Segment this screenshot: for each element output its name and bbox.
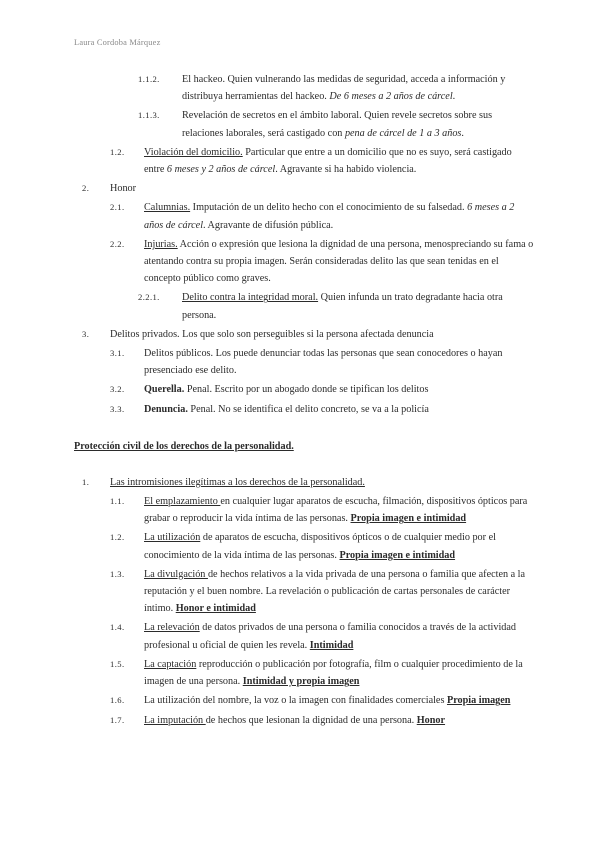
- list-item: [74, 199, 534, 233]
- item-tag: Intimidad y propia imagen: [242, 676, 360, 688]
- list-number: 1.1.2.: [138, 74, 160, 84]
- item-text: reproducción o publicación por fotografía, film o cualquier procedimiento de la imagen de una persona.: [144, 658, 523, 688]
- item-title: Denuncia.: [144, 403, 188, 415]
- list-number: 2.: [82, 183, 90, 194]
- list-number: 3.2.: [110, 384, 125, 395]
- list-item: [74, 692, 534, 709]
- list-number: 2.1.: [110, 202, 125, 213]
- list-number: 1.6.: [110, 695, 125, 706]
- list-item: [74, 566, 534, 618]
- item-title: El emplazamiento: [144, 496, 221, 508]
- item-penalty: 6 meses a 2 años de cárcel: [144, 202, 515, 231]
- item-text: de hechos relativos a la vida privada de una persona o familia que afecten a la reputación y el buen nombre. La revelación o publicación de cartas personales de carácter íntimo.: [144, 568, 526, 615]
- list-item: [74, 236, 534, 288]
- item-text: Revelación de secretos en el ámbito laboral. Quien revele secretos sobre sus relaciones laborales, será castigado con: [182, 110, 493, 139]
- list-number: 1.2.: [110, 532, 125, 543]
- item-text: Honor: [110, 183, 137, 195]
- item-title: Violación del domicilio.: [144, 146, 243, 158]
- item-text: de aparatos de escucha, dispositivos ópticos o de cualquier medio por el conocimiento de la vida íntima de las personas.: [144, 532, 496, 561]
- list-item: [74, 71, 534, 105]
- list-item: [74, 326, 534, 343]
- list-number: 1.4.: [110, 622, 125, 633]
- item-tag: Propia imagen: [446, 695, 511, 707]
- item-text: Las intromisiones ilegítimas a los derechos de la personalidad.: [110, 476, 365, 488]
- item-penalty: 6 meses y 2 años de cárcel: [166, 164, 276, 176]
- list-number: 1.1.: [110, 496, 125, 507]
- item-tag: Propia imagen e intimidad: [339, 549, 456, 561]
- list-number: 1.1.3.: [138, 110, 160, 121]
- item-title: Injurias.: [144, 238, 178, 250]
- list-item: [74, 712, 534, 729]
- item-title: Calumnias.: [144, 202, 191, 214]
- list-number: 1.5.: [110, 658, 125, 669]
- item-text: Delitos públicos. Los puede denunciar todas las personas que sean conocedores o hayan presenciado ese delito.: [144, 348, 503, 377]
- list-item: [74, 289, 534, 323]
- item-title: La divulgación: [144, 568, 208, 580]
- item-title: La captación: [144, 658, 197, 670]
- list-number: 1.7.: [110, 714, 125, 725]
- item-text: La utilización del nombre, la voz o la imagen con finalidades comerciales: [144, 695, 447, 707]
- list-number: 1.: [82, 476, 90, 487]
- page-header-author: Laura Cordoba Márquez: [74, 38, 161, 47]
- section-title: Protección civil de los derechos de la personalidad.: [74, 440, 294, 452]
- list-item: [74, 529, 534, 563]
- list-number: 1.3.: [110, 568, 125, 579]
- list-item: [74, 107, 534, 141]
- item-end: . Agravante si ha habido violencia.: [275, 164, 417, 176]
- item-end: .: [461, 127, 464, 139]
- item-title: La utilización: [144, 532, 201, 544]
- item-tag: Propia imagen e intimidad: [350, 513, 467, 525]
- list-item: [74, 345, 534, 379]
- list-item: [74, 401, 534, 418]
- list-item: [74, 381, 534, 398]
- list-item: [74, 493, 534, 527]
- item-text: Delitos privados. Los que solo son perseguibles si la persona afectada denuncia: [110, 328, 434, 340]
- list-number: 3.: [82, 328, 90, 339]
- item-text: de hechos que lesionan la dignidad de una persona.: [205, 714, 417, 726]
- item-text: de datos privados de una persona o familia conocidos a través de la actividad profesional u oficial de quien les revela.: [144, 622, 516, 651]
- item-penalty: De 6 meses a 2 años de cárcel: [329, 91, 453, 103]
- item-tag: Honor e intimidad: [175, 603, 256, 615]
- item-text: El hackeo. Quien vulnerando las medidas de seguridad, acceda a información y distribuya herramientas del hackeo.: [182, 74, 506, 103]
- item-text: Acción o expresión que lesiona la dignidad de una persona, menospreciando su fama o atentando contra su propia imagen. Serán consideradas delito las que sean tenidas en el concepto público como graves.: [144, 238, 534, 285]
- item-text: Penal. Escrito por un abogado donde se tipifican los delitos: [184, 384, 429, 396]
- list-item: [74, 180, 534, 197]
- item-text: Imputación de un delito hecho con el conocimiento de su falsedad.: [190, 202, 468, 214]
- list-number: 3.1.: [110, 348, 125, 359]
- list-item: [74, 619, 534, 653]
- list-number: 2.2.1.: [138, 292, 160, 303]
- item-text: Particular que entre a un domicilio que no es suyo, será castigado entre: [144, 146, 512, 176]
- item-text: en cualquier lugar aparatos de escucha, filmación, dispositivos ópticos para grabar o reproducir la vida íntima de las personas.: [144, 496, 528, 525]
- list-number: 2.2.: [110, 238, 125, 249]
- item-end: . Agravante de difusión pública.: [203, 219, 334, 231]
- item-tag: Honor: [416, 714, 446, 726]
- list-number: 3.3.: [110, 403, 125, 414]
- list-item: [74, 474, 534, 491]
- item-title: Delito contra la integridad moral.: [182, 292, 319, 304]
- item-tag: Intimidad: [309, 639, 354, 651]
- document-body: [74, 71, 534, 731]
- list-item: [74, 656, 534, 690]
- item-penalty: pena de cárcel de 1 a 3 años: [344, 127, 462, 139]
- list-item: [74, 144, 534, 178]
- item-title: La relevación: [144, 622, 200, 634]
- item-title: La imputación: [144, 714, 206, 726]
- item-end: .: [452, 91, 456, 103]
- item-title: Querella.: [144, 384, 185, 396]
- item-text: Quien infunda un trato degradante hacia otra persona.: [182, 292, 503, 321]
- item-text: Penal. No se identifica el delito concreto, se va a la policía: [187, 403, 429, 415]
- list-number: 1.2.: [110, 146, 125, 157]
